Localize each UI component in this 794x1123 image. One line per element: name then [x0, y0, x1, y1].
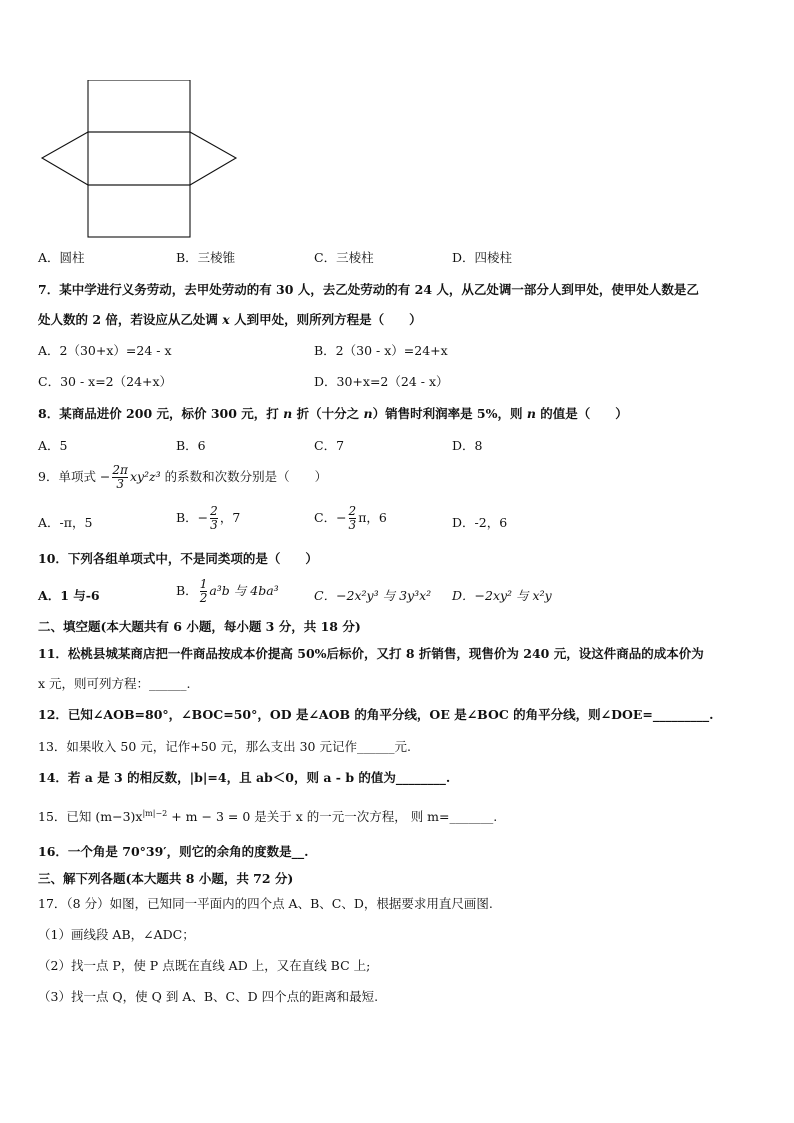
section-2-heading: 二、填空题(本大题共有 6 小题，每小题 3 分，共 18 分)	[38, 619, 361, 634]
net-top-rect	[88, 80, 190, 132]
q17-part-3: （3）找一点 Q，使 Q 到 A、B、C、D 四个点的距离和最短.	[38, 989, 379, 1004]
q15-stem: 15．已知 $(m-3)x^{|m|-2} + m - 3 = 0$ 是关于 x 的一元一次方程， 则 m=_______.	[38, 809, 498, 825]
q14-stem: 14．若 a 是 3 的相反数，|b|=4，且 ab＜0，则 a - b 的值为________.	[38, 770, 451, 785]
net-right-triangle	[190, 132, 236, 185]
q8-option-b: B．6	[176, 438, 206, 453]
net-bottom-rect	[88, 185, 190, 237]
q10-option-d: D．−2xy² 与 x²y	[452, 588, 552, 603]
q9-stem: 9．单项式 − $\frac{2\pi}{3}$ xy²z³ 的系数和次数分别是（ ）	[38, 463, 328, 491]
q16-stem: 16．一个角是 70°39′，则它的余角的度数是__.	[38, 844, 309, 859]
q7-option-a: A．2（30+x）=24 - x	[38, 343, 172, 358]
net-left-triangle	[42, 132, 88, 185]
q8-option-a: A．5	[38, 438, 68, 453]
q9-fraction: $\frac{2\pi}{3}$	[112, 463, 128, 491]
q8-option-c: C．7	[314, 438, 345, 453]
section-3-heading: 三、解下列各题(本大题共 8 小题，共 72 分)	[38, 871, 294, 886]
q12-stem: 12．已知∠AOB=80°，∠BOC=50°，OD 是∠AOB 的角平分线，OE 是∠BOC 的角平分线，则∠DOE=_________.	[38, 707, 714, 722]
q17-stem: 17．（8 分）如图，已知同一平面内的四个点 A、B、C、D，根据要求用直尺画图.	[38, 896, 493, 911]
q7-stem-line2: 处人数的 2 倍，若设应从乙处调 x 人到甲处，则所列方程是（ ）	[38, 312, 422, 327]
q7-option-c: C．30 - x=2（24+x）	[38, 374, 173, 389]
q8-stem: 8．某商品进价 200 元，标价 300 元，打 n 折（十分之 n）销售时利润率是 5%，则 n 的值是（ ）	[38, 406, 628, 421]
q13-stem: 13．如果收入 50 元，记作+50 元，那么支出 30 元记作______元.	[38, 739, 411, 754]
q11-stem-line1: 11．松桃县城某商店把一件商品按成本价提高 50%后标价，又打 8 折销售，现售价为 240 元，设这件商品的成本价为	[38, 646, 704, 661]
q11-stem-line2: x 元，则可列方程：______.	[38, 676, 191, 691]
prism-net-figure	[40, 80, 240, 240]
q9-option-c: C．− $\frac{2}{3}$ π，6	[314, 504, 387, 532]
q10-stem: 10．下列各组单项式中，不是同类项的是（ ）	[38, 551, 318, 566]
q7-option-d: D．30+x=2（24 - x）	[314, 374, 449, 389]
q6-option-c: C．三棱柱	[314, 250, 374, 265]
q9-option-a: A．-π，5	[38, 515, 93, 530]
q6-option-b: B．三棱锥	[176, 250, 236, 265]
q7-stem-line1: 7．某中学进行义务劳动，去甲处劳动的有 30 人，去乙处劳动的有 24 人，从乙处调一部分人到甲处，使甲处人数是乙	[38, 282, 699, 297]
net-middle-rect	[88, 132, 190, 185]
q10-option-c: C．−2x²y³ 与 3y³x²	[314, 588, 432, 603]
q9-option-d: D．-2，6	[452, 515, 508, 530]
q8-option-d: D．8	[452, 438, 483, 453]
q6-option-d: D．四棱柱	[452, 250, 513, 265]
q7-option-b: B．2（30 - x）=24+x	[314, 343, 448, 358]
q10-option-a: A．1 与-6	[38, 588, 100, 603]
q6-option-a: A．圆柱	[38, 250, 85, 265]
q17-part-2: （2）找一点 P，使 P 点既在直线 AD 上，又在直线 BC 上;	[38, 958, 371, 973]
q10-option-b: B． $\frac{1}{2}$ a³b 与 4ba³	[176, 577, 279, 605]
q17-part-1: （1）画线段 AB，∠ADC；	[38, 927, 195, 942]
q9-option-b: B．− $\frac{2}{3}$ ，7	[176, 504, 241, 532]
